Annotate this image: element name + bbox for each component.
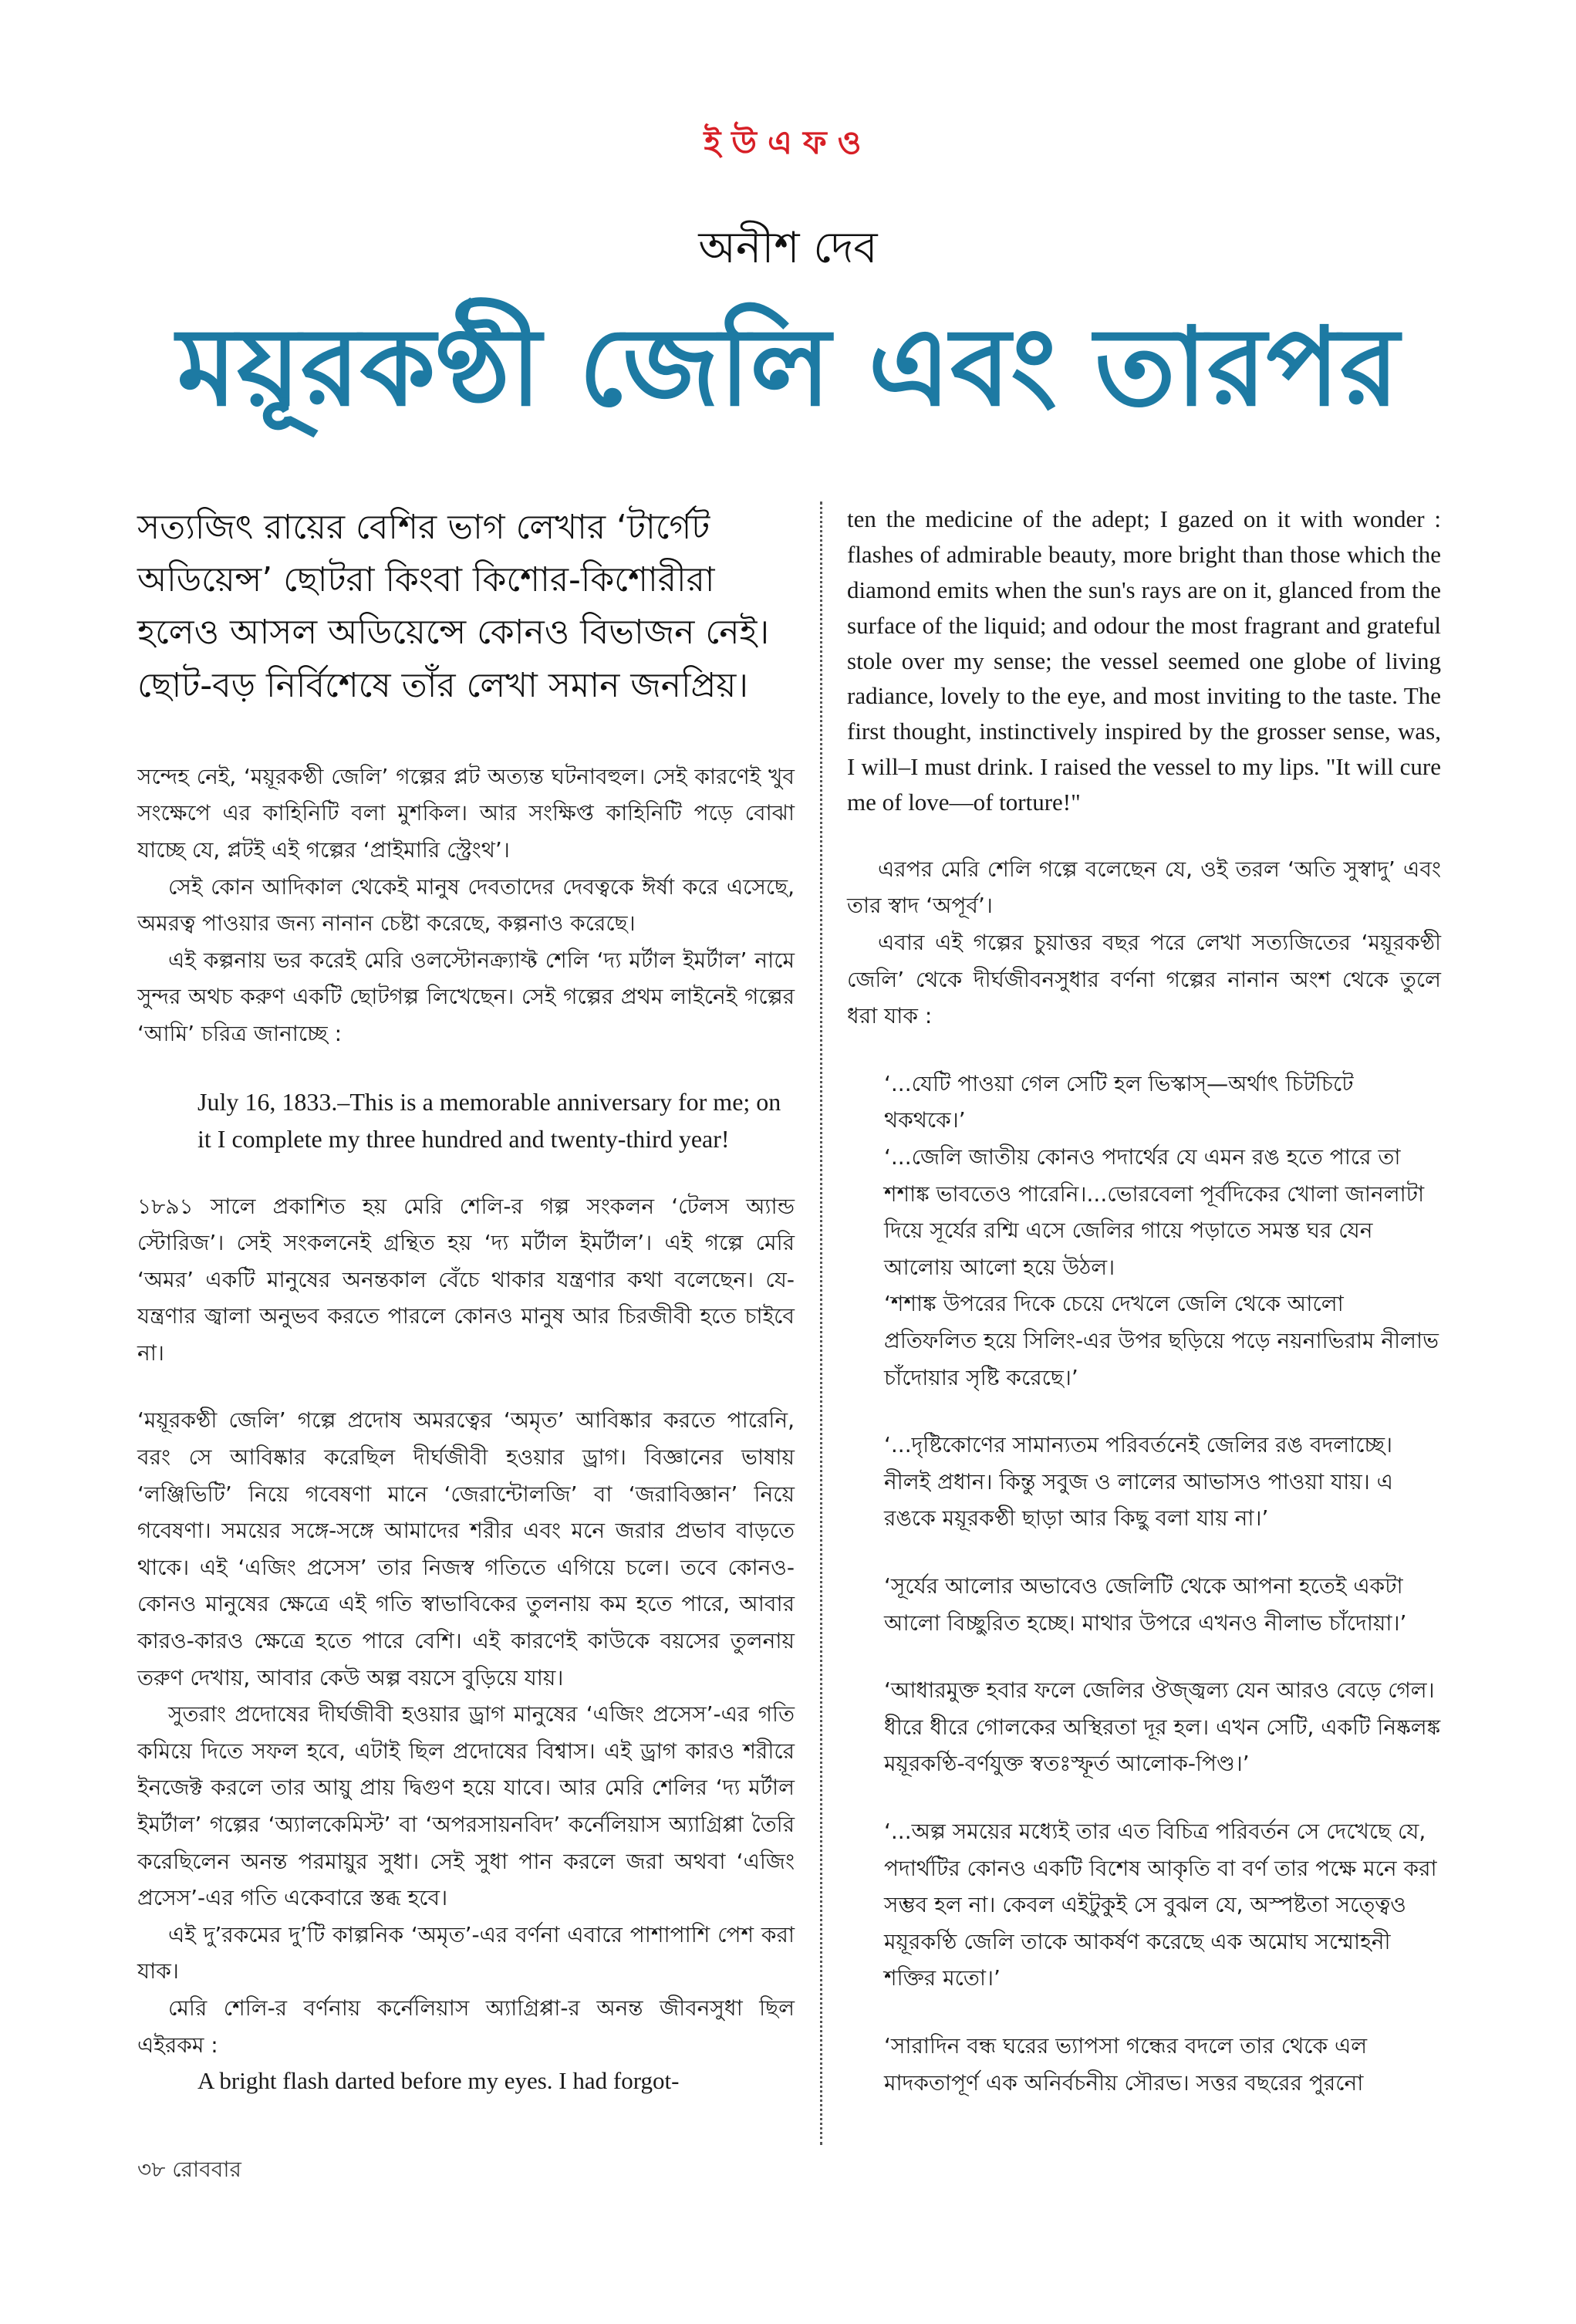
quote-excerpt: ‘সারাদিন বন্ধ ঘরের ভ্যাপসা গন্ধের বদলে তার থেকে এল মাদকতাপূর্ণ এক অনির্বচনীয় সৌরভ। সত্তর বছরের পুরনো bbox=[884, 2032, 1368, 2096]
page-folio: ৩৮ রোববার bbox=[137, 2157, 241, 2182]
body-paragraph: ১৮৯১ সালে প্রকাশিত হয় মেরি শেলি-র গল্প সংকলন ‘টেলস অ্যান্ড স্টোরিজ’। সেই সংকলনেই গ্রন্থিত হয় ‘দ্য মর্টাল ইমর্টাল’। এই গল্পে মেরি ‘অমর’ একটি মানুষের অনন্তকাল বেঁচে থাকার যন্ত্রণার কথা বলেছেন। যে-যন্ত্রণার জ্বালা অনুভব করতে পারলে কোনও মানুষ আর চিরজীবী হতে চাইবে না। bbox=[137, 1193, 795, 1366]
author-name: অনীশ দেব bbox=[698, 223, 878, 273]
body-paragraph: মেরি শেলি-র বর্ণনায় কর্নেলিয়াস অ্যাগ্রিপ্পা-র অনন্ত জীবনসুধা ছিল এইরকম : bbox=[137, 1995, 795, 2058]
quote-excerpt: ‘...দৃষ্টিকোণের সামান্যতম পরিবর্তনেই জেলির রঙ বদলাচ্ছে। নীলই প্রধান। কিন্তু সবুজ ও লালের আভাসও পাওয়া যায়। এ রঙকে ময়ূরকণ্ঠী ছাড়া আর কিছু বলা যায় না।’ bbox=[884, 1432, 1393, 1532]
body-paragraph: সন্দেহ নেই, ‘ময়ূরকণ্ঠী জেলি’ গল্পের প্লট অত্যন্ত ঘটনাবহুল। সেই কারণেই খুব সংক্ষেপে এর কাহিনিটি বলা মুশকিল। আর সংক্ষিপ্ত কাহিনিটি পড়ে বোঝা যাচ্ছে যে, প্লটই এই গল্পের ‘প্রাইমারি স্ট্রেংথ’। bbox=[137, 763, 795, 863]
right-column bbox=[847, 502, 1441, 2101]
article-title: ময়ূরকণ্ঠী জেলি এবং তারপর bbox=[177, 305, 1399, 431]
quote-excerpt: ‘...অল্প সময়ের মধ্যেই তার এত বিচিত্র পরিবর্তন সে দেখেছে যে, পদার্থটির কোনও একটি বিশেষ আকৃতি বা বর্ণ তার পক্ষে মনে করা সম্ভব হল না। কেবল এইটুকুই সে বুঝল যে, অস্পষ্টতা সত্ত্বেও ময়ূরকণ্ঠি জেলি তাকে আকর্ষণ করেছে এক অমোঘ সম্মোহনী শক্তির মতো।’ bbox=[884, 1818, 1437, 1991]
quote-excerpt: ‘সূর্যের আলোর অভাবেও জেলিটি থেকে আপনা হতেই একটা আলো বিচ্ছুরিত হচ্ছে। মাথার উপরে এখনও নীলাভ চাঁদোয়া।’ bbox=[884, 1572, 1407, 1636]
left-column bbox=[137, 502, 795, 2099]
body-paragraph: এরপর মেরি শেলি গল্পে বলেছেন যে, ওই তরল ‘অতি সুস্বাদু’ এবং তার স্বাদ ‘অপূর্ব’। bbox=[847, 856, 1441, 919]
body-paragraph: সেই কোন আদিকাল থেকেই মানুষ দেবতাদের দেবত্বকে ঈর্ষা করে এসেছে, অমরত্ব পাওয়ার জন্য নানান চেষ্টা করেছে, কল্পনাও করেছে। bbox=[137, 873, 795, 937]
body-paragraph: এই কল্পনায় ভর করেই মেরি ওলস্টোনক্র্যাফ্ট শেলি ‘দ্য মর্টাল ইমর্টাল’ নামে সুন্দর অথচ করুণ একটি ছোটগল্প লিখেছেন। সেই গল্পের প্রথম লাইনেই গল্পের ‘আমি’ চরিত্র জানাচ্ছে : bbox=[137, 947, 795, 1046]
body-paragraph: সুতরাং প্রদোষের দীর্ঘজীবী হওয়ার ড্রাগ মানুষের ‘এজিং প্রসেস’-এর গতি কমিয়ে দিতে সফল হবে, এটাই ছিল প্রদোষের বিশ্বাস। এই ড্রাগ কারও শরীরে ইনজেক্ট করলে তার আয়ু প্রায় দ্বিগুণ হয়ে যাবে। আর মেরি শেলির ‘দ্য মর্টাল ইমর্টাল’ গল্পের ‘অ্যালকেমিস্ট’ বা ‘অপরসায়নবিদ’ কর্নেলিয়াস অ্যাগ্রিপ্পা তৈরি করেছিলেন অনন্ত পরমায়ুর সুধা। সেই সুধা পান করলে জরা অথবা ‘এজিং প্রসেস’-এর গতি একেবারে স্তব্ধ হবে। bbox=[137, 1701, 795, 1911]
body-paragraph: এবার এই গল্পের চুয়াত্তর বছর পরে লেখা সত্যজিতের ‘ময়ূরকণ্ঠী জেলি’ থেকে দীর্ঘজীবনসুধার বর্ণনা গল্পের নানান অংশ থেকে তুলে ধরা যাক : bbox=[847, 930, 1441, 1029]
section-kicker: ইউএফও bbox=[704, 123, 872, 161]
quote-excerpt: ‘...জেলি জাতীয় কোনও পদার্থের যে এমন রঙ হতে পারে তা শশাঙ্ক ভাবতেও পারেনি।...ভোরবেলা পূর্বদিকের খোলা জানলাটা দিয়ে সূর্যের রশ্মি এসে জেলির গায়ে পড়াতে সমস্ত ঘর যেন আলোয় আলো হয়ে উঠল। bbox=[884, 1144, 1425, 1280]
block-quote: July 16, 1833.–This is a memorable anniversary for me; on it I complete my three hundred and twenty-third year! bbox=[197, 1087, 781, 1153]
quote-start: A bright flash darted before my eyes. I had forgot- bbox=[197, 2067, 680, 2095]
column-divider bbox=[820, 502, 822, 2145]
quote-excerpt: ‘...যেটি পাওয়া গেল সেটি হল ভিস্কাস্—অর্থাৎ চিটচিটে থকথকে।’ bbox=[884, 1070, 1354, 1133]
body-paragraph: ‘ময়ূরকণ্ঠী জেলি’ গল্পে প্রদোষ অমরত্বের ‘অমৃত’ আবিষ্কার করতে পারেনি, বরং সে আবিষ্কার করেছিল দীর্ঘজীবী হওয়ার ড্রাগ। বিজ্ঞানের ভাষায় ‘লঞ্জিভিটি’ নিয়ে গবেষণা মানে ‘জেরান্টোলজি’ বা ‘জরাবিজ্ঞান’ নিয়ে গবেষণা। সময়ের সঙ্গে-সঙ্গে আমাদের শরীর এবং মনে জরার প্রভাব বাড়তে থাকে। এই ‘এজিং প্রসেস’ তার নিজস্ব গতিতে এগিয়ে চলে। তবে কোনও-কোনও মানুষের ক্ষেত্রে এই গতি স্বাভাবিকের তুলনায় কম হতে পারে, আবার কারও-কারও ক্ষেত্রে হতে পারে বেশি। এই কারণেই কাউকে বয়সের তুলনায় তরুণ দেখায়, আবার কেউ অল্প বয়সে বুড়িয়ে যায়। bbox=[137, 1407, 795, 1691]
quote-continued: ten the medicine of the adept; I gazed on it with wonder : flashes of admirable beauty, more bright than those which the diamond emits when the sun's rays are on it, glanced from the surface of the liquid; and odour the most fragrant and grateful stole over my sense; the vessel seemed one globe of living radiance, lovely to the eye, and most inviting to the taste. The first thought, instinctively inspired by the grosser sense, was, I will–I must drink. I raised the vessel to my lips. "It will cure me of love—of torture!" bbox=[847, 505, 1441, 816]
quote-excerpt: ‘শশাঙ্ক উপরের দিকে চেয়ে দেখলে জেলি থেকে আলো প্রতিফলিত হয়ে সিলিং-এর উপর ছড়িয়ে পড়ে নয়নাভিরাম নীলাভ চাঁদোয়ার সৃষ্টি করেছে।’ bbox=[884, 1291, 1439, 1390]
body-paragraph: এই দু’রকমের দু’টি কাল্পনিক ‘অমৃত’-এর বর্ণনা এবারে পাশাপাশি পেশ করা যাক। bbox=[137, 1921, 795, 1985]
lead-paragraph: সত্যজিৎ রায়ের বেশির ভাগ লেখার ‘টার্গেট অডিয়েন্স’ ছোটরা কিংবা কিশোর-কিশোরীরা হলেও আসল অডিয়েন্সে কোনও বিভাজন নেই। ছোট-বড় নির্বিশেষে তাঁর লেখা সমান জনপ্রিয়। bbox=[137, 508, 770, 705]
quote-excerpt: ‘আধারমুক্ত হবার ফলে জেলির ঔজ্জ্বল্য যেন আরও বেড়ে গেল। ধীরে ধীরে গোলকের অস্থিরতা দূর হল। এখন সেটি, একটি নিষ্কলঙ্ক ময়ূরকণ্ঠি-বর্ণযুক্ত স্বতঃস্ফূর্ত আলোক-পিণ্ড।’ bbox=[884, 1677, 1441, 1777]
